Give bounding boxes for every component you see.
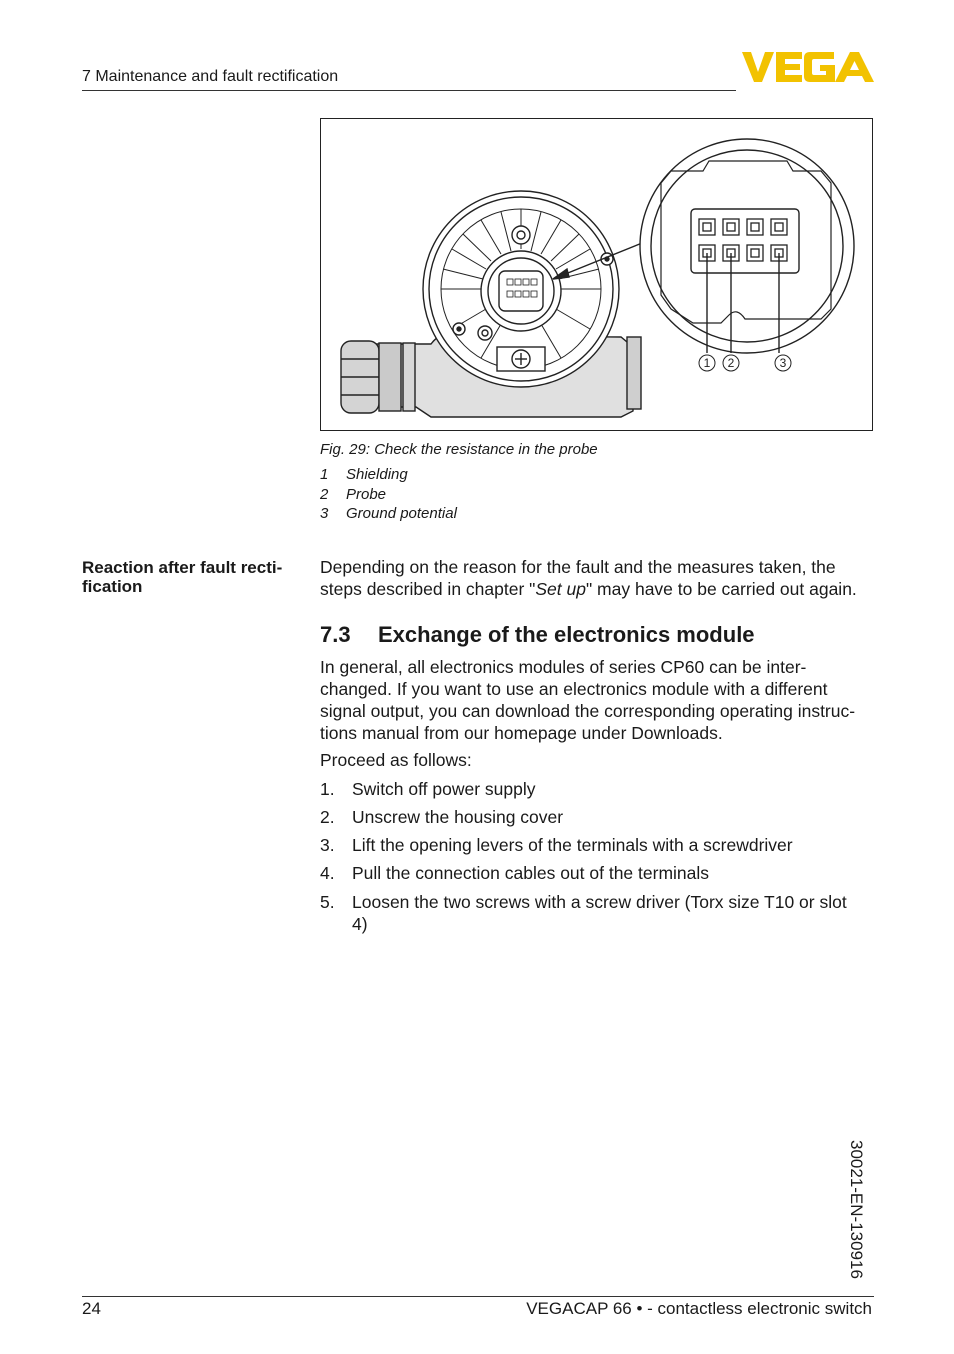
callout-label: 1 <box>703 356 711 370</box>
section-heading: 7.3 Exchange of the electronics module <box>320 622 755 647</box>
list-item: 4. Pull the connection cables out of the terminals <box>320 863 710 883</box>
list-item: 5. Loosen the two screws with a screw driver (Torx size T10 or slot 4) <box>320 892 847 934</box>
figure-caption: Fig. 29: Check the resistance in the probe <box>320 441 598 458</box>
list-item: 2. Unscrew the housing cover <box>320 807 564 827</box>
document-id: 30021-EN-130916 <box>847 1140 866 1279</box>
legend-item: 2 Probe <box>320 485 387 503</box>
intro-paragraph: In general, all electronics modules of series CP60 can be inter- changed. If you want to use an electronics module with a different signal output, you can download the corresponding operating instruc- tions manual from our homepage under Downloads. <box>320 657 856 743</box>
probe-resistance-diagram <box>321 119 874 432</box>
product-name: VEGACAP 66 • - contactless electronic switch <box>526 1299 872 1318</box>
margin-label: Reaction after fault recti- fication <box>82 558 283 596</box>
reaction-paragraph: Depending on the reason for the fault and the measures taken, the steps described in chapter "Set up" may have to be carried out again. <box>320 557 857 599</box>
legend-item: 1 Shielding <box>320 466 408 483</box>
list-item: 1. Switch off power supply <box>320 779 536 799</box>
callout-label: 3 <box>779 356 787 370</box>
vega-logo <box>742 50 874 84</box>
footer-rule <box>82 1296 874 1297</box>
running-header: 7 Maintenance and fault rectification <box>82 68 339 85</box>
figure-frame <box>320 118 873 431</box>
figure-legend <box>320 466 457 525</box>
page-number: 24 <box>82 1299 101 1318</box>
callout-label: 2 <box>727 356 735 370</box>
list-item: 3. Lift the opening levers of the terminals with a screwdriver <box>320 835 793 855</box>
header-rule <box>82 90 736 91</box>
proceed-text: Proceed as follows: <box>320 750 472 770</box>
legend-item: 3 Ground potential <box>320 505 457 522</box>
